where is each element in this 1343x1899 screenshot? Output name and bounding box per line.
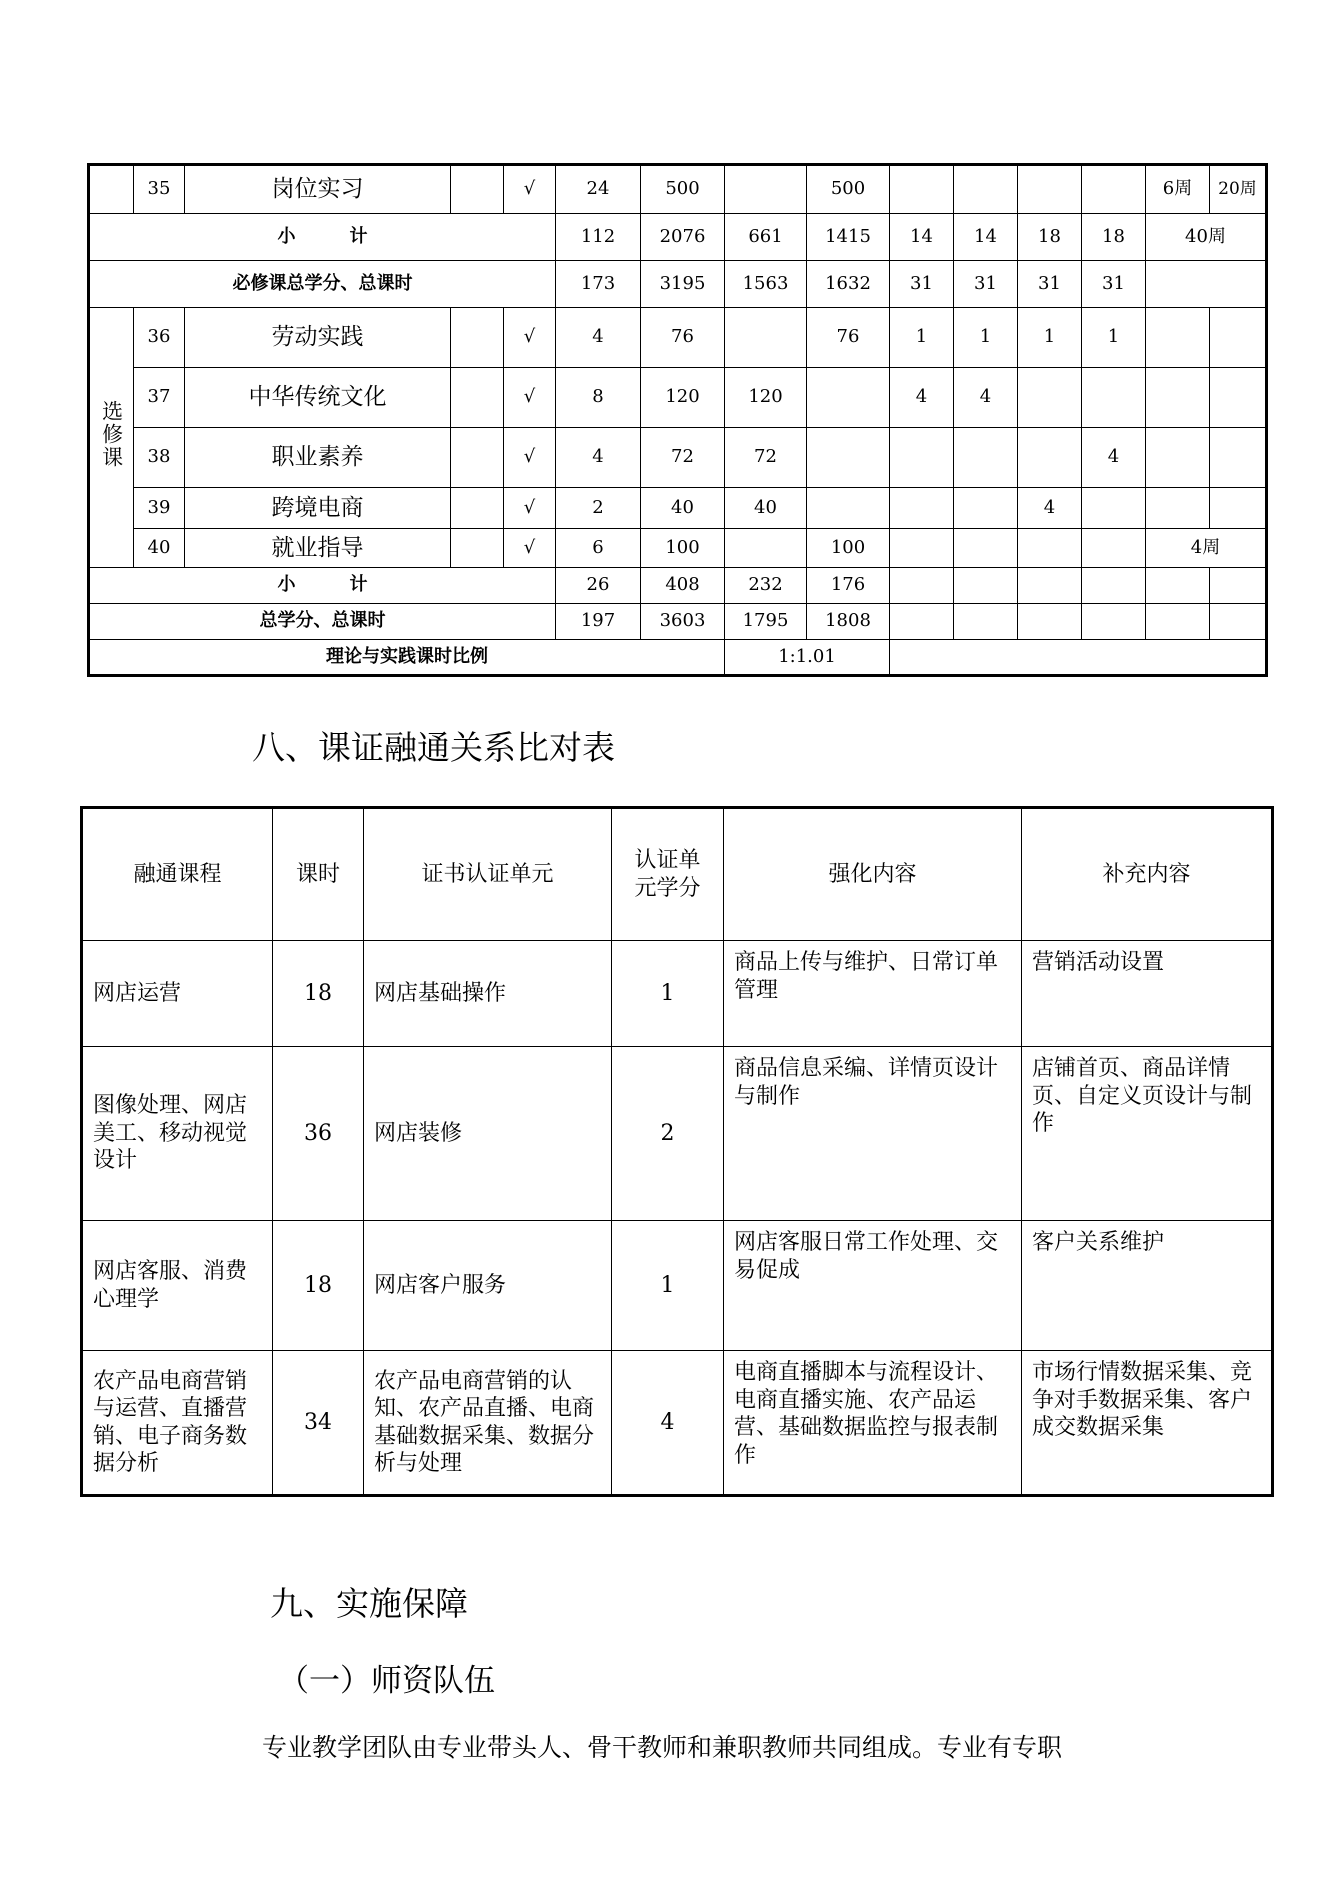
table-row: 必修课总学分、总课时 173 3195 1563 1632 31 31 31 31	[89, 261, 1267, 308]
section-8-title: 八、课证融通关系比对表	[252, 728, 615, 767]
course-certificate-table	[80, 806, 1274, 1497]
column-header: 课时	[273, 808, 364, 941]
column-header: 强化内容	[724, 808, 1022, 941]
cell-semester5: 6周	[1146, 165, 1210, 214]
subtotal-label: 小 计	[89, 214, 556, 261]
cell-theory	[725, 165, 807, 214]
table-row: 40 就业指导 √ 6 100 100 4周	[89, 529, 1267, 568]
body-paragraph: 专业教学团队由专业带头人、骨干教师和兼职教师共同组成。专业有专职	[262, 1733, 1063, 1762]
column-header: 融通课程	[82, 808, 273, 941]
table-row: 网店客服、消费心理学 18 网店客户服务 1 网店客服日常工作处理、交易促成 客户关系维护	[82, 1221, 1273, 1351]
table-row: 小 计 112 2076 661 1415 14 14 18 18 40周	[89, 214, 1267, 261]
cell-course-name: 岗位实习	[185, 165, 451, 214]
section-9-title: 九、实施保障	[270, 1584, 468, 1623]
table-row: 总学分、总课时 197 3603 1795 1808	[89, 604, 1267, 640]
table-row: 选修课 36 劳动实践 √ 4 76 76 1 1 1 1	[89, 308, 1267, 368]
subsection-title: （一）师资队伍	[278, 1663, 495, 1699]
table-row	[89, 640, 1267, 676]
table-row: 37 中华传统文化 √ 8 120 120 4 4	[89, 368, 1267, 428]
table-row: 网店运营 18 网店基础操作 1 商品上传与维护、日常订单管理 营销活动设置	[82, 941, 1273, 1047]
curriculum-table	[87, 163, 1268, 677]
cell-check: √	[504, 165, 556, 214]
column-header: 认证单元学分	[612, 808, 724, 941]
table-row: 小 计 26 408 232 176	[89, 568, 1267, 604]
table-row: 图像处理、网店美工、移动视觉设计 36 网店装修 2 商品信息采编、详情页设计与制作 店铺首页、商品详情页、自定义页设计与制作	[82, 1047, 1273, 1221]
column-header: 补充内容	[1022, 808, 1273, 941]
table-row: 农产品电商营销与运营、直播营销、电子商务数据分析 34 农产品电商营销的认知、农产品直播、电商基础数据采集、数据分析与处理 4 电商直播脚本与流程设计、电商直播实施、农产品运营、基础数据监控与报表制作 市场行情数据采集、竞争对手数据采集、客户成交数据采集	[82, 1351, 1273, 1496]
table-row: 39 跨境电商 √ 2 40 40 4	[89, 488, 1267, 529]
table-row	[89, 165, 1267, 214]
elective-category: 选修课	[89, 308, 134, 568]
cell-practice: 500	[807, 165, 890, 214]
cell-credit: 24	[556, 165, 641, 214]
ratio-value: 1:1.01	[725, 640, 890, 676]
column-header: 证书认证单元	[364, 808, 612, 941]
cell-semester6: 20周	[1210, 165, 1267, 214]
ratio-label: 理论与实践课时比例	[89, 640, 725, 676]
cell-no: 35	[134, 165, 185, 214]
cell-total: 500	[641, 165, 725, 214]
table-header-row	[82, 808, 1273, 941]
required-total-label: 必修课总学分、总课时	[89, 261, 556, 308]
table-row: 38 职业素养 √ 4 72 72 4	[89, 428, 1267, 488]
